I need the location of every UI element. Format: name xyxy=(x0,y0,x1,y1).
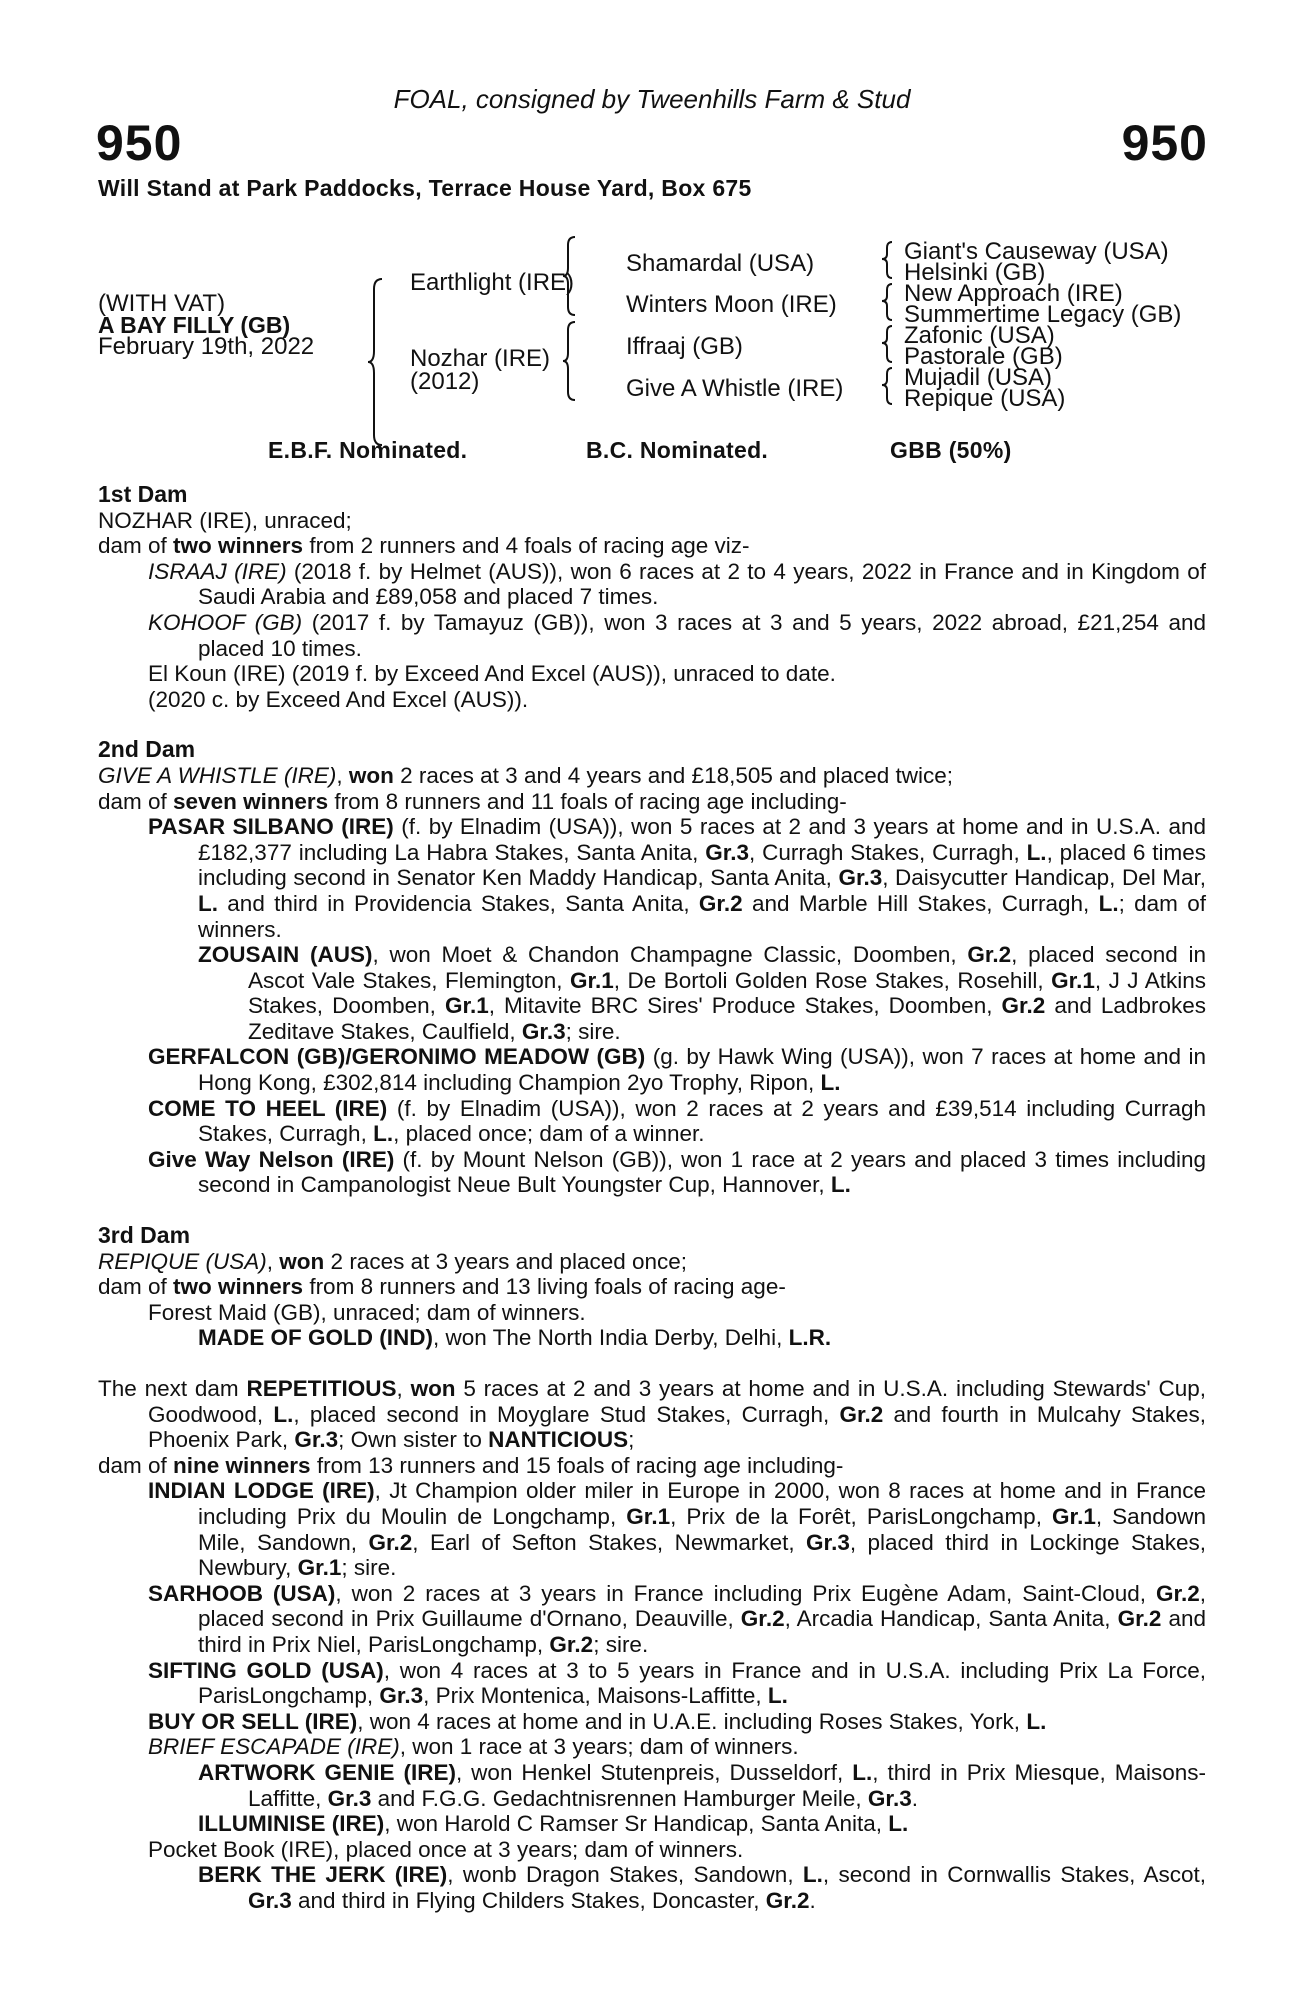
vat-note: (WITH VAT) xyxy=(98,290,226,317)
stand-location: Will Stand at Park Paddocks, Terrace House Yard, Box 675 xyxy=(98,175,752,201)
first-dam-intro: NOZHAR (IRE), unraced; xyxy=(98,507,352,533)
ancestor-4: Summertime Legacy (GB) xyxy=(904,301,1182,328)
second-dam-produce-summary: dam of seven winners from 8 runners and 11 foals of racing age including- xyxy=(98,788,847,814)
third-dam-intro: REPIQUE (USA), won 2 races at 3 years and placed once; xyxy=(98,1248,688,1274)
sire-dam: Winters Moon (IRE) xyxy=(626,291,837,318)
produce-entry: Pocket Book (IRE), placed once at 3 years; dam of winners. xyxy=(148,1836,744,1862)
next-dam-intro: The next dam REPETITIOUS, won 5 races at 2 and 3 years at home and in U.S.A. including Stewards' Cup, Goodwood, L., placed second in Moyglare Stud Stakes, Curragh, Gr.2 and fourth in Mulcahy Stakes, Phoenix Park, Gr.3; Own sister to NANTICIOUS; xyxy=(98,1376,1207,1453)
first-dam-produce-summary: dam of two winners from 2 runners and 4 foals of racing age viz- xyxy=(98,533,750,559)
produce-entry: ZOUSAIN (AUS), won Moet & Chandon Champagne Classic, Doomben, Gr.2, placed second in Ascot Vale Stakes, Flemington, Gr.1, De Bortoli Golden Rose Stakes, Rosehill, Gr.1, J J Atkins Stakes, Doomben, Gr.1, Mitavite BRC Sires' Produce Stakes, Doomben, Gr.2 and Ladbrokes Zeditave Stakes, Caulfield, Gr.3; sire. xyxy=(198,942,1207,1044)
second-dam-intro: GIVE A WHISTLE (IRE), won 2 races at 3 and 4 years and £18,505 and placed twice; xyxy=(98,762,954,788)
produce-entry: MADE OF GOLD (IND), won The North India Derby, Delhi, L.R. xyxy=(198,1325,832,1351)
consignor-line: FOAL, consigned by Tweenhills Farm & Stud xyxy=(393,84,911,114)
ancestor-6: Pastorale (GB) xyxy=(904,343,1063,370)
brace-dam xyxy=(563,320,579,402)
ancestor-1: Giant's Causeway (USA) xyxy=(904,238,1169,265)
produce-entry: Give Way Nelson (IRE) (f. by Mount Nelson (GB)), won 1 race at 2 years and placed 3 times including second in Campanologist Neue Bult Youngster Cup, Hannover, L. xyxy=(148,1146,1207,1198)
catalogue-body xyxy=(98,482,1206,1913)
sire-name: Earthlight (IRE) xyxy=(410,269,575,296)
produce-entry: PASAR SILBANO (IRE) (f. by Elnadim (USA)), won 5 races at 2 and 3 years at home and in U.S.A. and £182,377 including La Habra Stakes, Santa Anita, Gr.3, Curragh Stakes, Curragh, L., placed 6 times including second in Senator Ken Maddy Handicap, Santa Anita, Gr.3, Daisycutter Handicap, Del Mar, L. and third in Providencia Stakes, Santa Anita, Gr.2 and Marble Hill Stakes, Curragh, L.; dam of winners. xyxy=(148,814,1207,942)
produce-entry: COME TO HEEL (IRE) (f. by Elnadim (USA)), won 2 races at 2 years and £39,514 including Curragh Stakes, Curragh, L., placed once; dam of a winner. xyxy=(148,1095,1206,1147)
lot-number-right: 950 xyxy=(1121,115,1208,171)
produce-entry: ARTWORK GENIE (IRE), won Henkel Stutenpreis, Dusseldorf, L., third in Prix Miesque, Maisons-Laffitte, Gr.3 and F.G.G. Gedachtnisrennen Hamburger Meile, Gr.3. xyxy=(198,1759,1207,1811)
sire-sire: Shamardal (USA) xyxy=(626,250,815,277)
brace-g12 xyxy=(882,240,896,280)
produce-entry: BRIEF ESCAPADE (IRE), won 1 race at 3 years; dam of winners. xyxy=(148,1734,799,1760)
next-dam-produce-summary: dam of nine winners from 13 runners and 15 foals of racing age including- xyxy=(98,1452,844,1478)
brace-g34 xyxy=(882,282,896,322)
second-dam-heading: 2nd Dam xyxy=(98,736,196,763)
produce-entry: GERFALCON (GB)/GERONIMO MEADOW (GB) (g. by Hawk Wing (USA)), won 7 races at home and in Hong Kong, £302,814 including Champion 2yo Trophy, Ripon, L. xyxy=(148,1044,1206,1096)
produce-entry: El Koun (IRE) (2019 f. by Exceed And Excel (AUS)), unraced to date. xyxy=(148,661,836,687)
dam-name: Nozhar (IRE) xyxy=(410,345,551,372)
produce-entry: BERK THE JERK (IRE), wonb Dragon Stakes, Sandown, L., second in Cornwallis Stakes, Ascot, Gr.3 and third in Flying Childers Stakes, Doncaster, Gr.2. xyxy=(198,1862,1206,1913)
brace-main xyxy=(368,277,388,447)
ancestor-3: New Approach (IRE) xyxy=(904,280,1123,307)
gbb-note: GBB (50%) xyxy=(890,437,1012,463)
lot-number-left: 950 xyxy=(96,115,183,171)
ebf-nomination: E.B.F. Nominated. xyxy=(268,437,468,463)
ancestor-7: Mujadil (USA) xyxy=(904,364,1053,391)
ancestor-2: Helsinki (GB) xyxy=(904,259,1046,286)
dam-sire: Iffraaj (GB) xyxy=(626,333,743,360)
third-dam-heading: 3rd Dam xyxy=(98,1222,191,1249)
brace-sire xyxy=(563,235,579,317)
bc-nomination: B.C. Nominated. xyxy=(586,437,769,463)
brace-g78 xyxy=(882,366,896,406)
produce-entry: Forest Maid (GB), unraced; dam of winners. xyxy=(148,1299,586,1325)
dam-dam: Give A Whistle (IRE) xyxy=(626,375,844,402)
first-dam-heading: 1st Dam xyxy=(98,481,188,507)
produce-entry: BUY OR SELL (IRE), won 4 races at home and in U.A.E. including Roses Stakes, York, L. xyxy=(148,1708,1047,1734)
brace-g56 xyxy=(882,324,896,364)
ancestor-5: Zafonic (USA) xyxy=(904,322,1055,349)
third-dam-produce-summary: dam of two winners from 8 runners and 13 living foals of racing age- xyxy=(98,1274,786,1300)
ancestor-8: Repique (USA) xyxy=(904,385,1066,412)
produce-entry: (2020 c. by Exceed And Excel (AUS)). xyxy=(148,686,529,712)
produce-entry: KOHOOF (GB) (2017 f. by Tamayuz (GB)), won 3 races at 3 and 5 years, 2022 abroad, £21,254 and placed 10 times. xyxy=(148,609,1206,661)
produce-entry: SARHOOB (USA), won 2 races at 3 years in France including Prix Eugène Adam, Saint-Cloud, Gr.2, placed second in Prix Guillaume d'Ornano, Deauville, Gr.2, Arcadia Handicap, Santa Anita, Gr.2 and third in Prix Niel, ParisLongchamp, Gr.2; sire. xyxy=(148,1580,1207,1657)
produce-entry: SIFTING GOLD (USA), won 4 races at 3 to 5 years in France and in U.S.A. including Prix La Force, ParisLongchamp, Gr.3, Prix Montenica, Maisons-Laffitte, L. xyxy=(148,1657,1206,1709)
produce-entry: INDIAN LODGE (IRE), Jt Champion older miler in Europe in 2000, won 8 races at home and in France including Prix du Moulin de Longchamp, Gr.1, Prix de la Forêt, ParisLongchamp, Gr.1, Sandown Mile, Sandown, Gr.2, Earl of Sefton Stakes, Newmarket, Gr.3, placed third in Lockinge Stakes, Newbury, Gr.1; sire. xyxy=(148,1478,1206,1581)
foaling-date: February 19th, 2022 xyxy=(98,333,315,360)
produce-entry: ILLUMINISE (IRE), won Harold C Ramser Sr Handicap, Santa Anita, L. xyxy=(198,1811,909,1837)
produce-entry: ISRAAJ (IRE) (2018 f. by Helmet (AUS)), won 6 races at 2 to 4 years, 2022 in France and in Kingdom of Saudi Arabia and £89,058 and placed 7 times. xyxy=(148,558,1206,610)
lot-name: A BAY FILLY (GB) xyxy=(98,312,291,338)
dam-year: (2012) xyxy=(410,368,480,395)
